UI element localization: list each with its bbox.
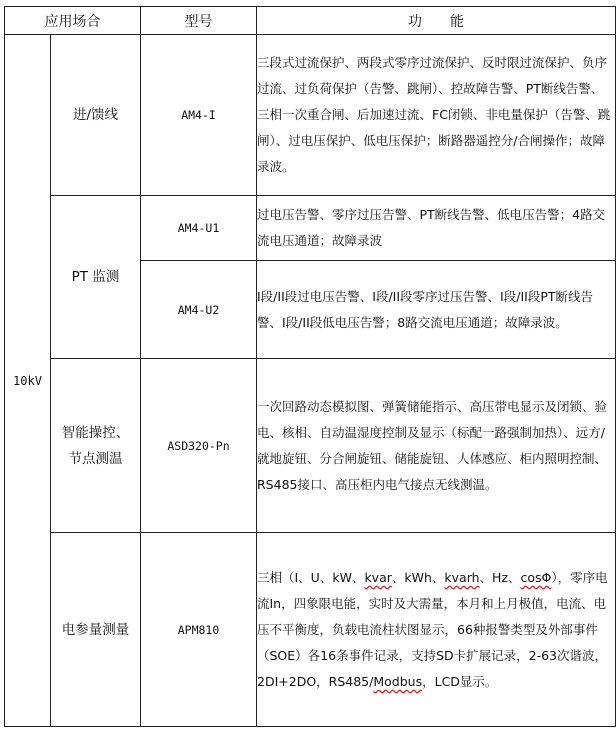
spellcheck-term: Modbus bbox=[373, 673, 423, 689]
application-cell: PT 监测 bbox=[51, 196, 141, 359]
application-cell: 电参量测量 bbox=[51, 533, 141, 727]
function-cell: I段/II段过电压告警、I段/II段零序过压告警、I段/II段PT断线告警、I段/II段低电压告警；8路交流电压通道；故障录波。 bbox=[257, 261, 616, 359]
header-model: 型号 bbox=[141, 7, 257, 35]
function-text: ），零序电流In，四象限电能，实时及大需量，本月和上月极值，电流、电压不平衡度，负载电流柱状图显示，66种报警类型及外部事件（SOE）各16条事件记录，支持SD卡扩展记录，2-63次谐波，2DI+2DO，RS485/ bbox=[257, 569, 608, 689]
spellcheck-term: kvarh bbox=[444, 569, 480, 585]
application-cell bbox=[51, 359, 141, 533]
table-row bbox=[5, 359, 616, 533]
function-text: 、kWh、 bbox=[391, 569, 445, 585]
function-text: ，LCD显示。 bbox=[422, 673, 498, 689]
model-cell: AM4-U1 bbox=[141, 196, 257, 261]
application-cell: 进/馈线 bbox=[51, 35, 141, 196]
application-line: 节点测温 bbox=[68, 450, 123, 467]
voltage-cell: 10kV bbox=[5, 35, 51, 727]
table-row bbox=[5, 35, 616, 196]
table-row bbox=[5, 196, 616, 261]
model-cell: ASD320-Pn bbox=[141, 359, 257, 533]
model-cell: AM4-I bbox=[141, 35, 257, 196]
function-text: 三相（I、U、kW、 bbox=[257, 569, 365, 585]
application-line: 智能操控、 bbox=[61, 424, 130, 441]
header-row bbox=[5, 7, 616, 35]
function-cell: 三段式过流保护、两段式零序过流保护、反时限过流保护、负序过流、过负荷保护（告警、跳闸）、控故障告警、PT断线告警、三相一次重合闸、后加速过流、FC闭锁、非电量保护（告警、跳闸）、过电压保护、低电压保护；断路器遥控分/合闸操作；故障录波。 bbox=[257, 35, 616, 196]
header-function: 功 能 bbox=[257, 7, 616, 35]
function-cell: 一次回路动态模拟图、弹簧储能指示、高压带电显示及闭锁、验电、核相、自动温湿度控制及显示（标配一路强制加热）、远方/就地旋钮、分合闸旋钮、储能旋钮、人体感应、柜内照明控制、RS485接口、高压柜内电气接点无线测温。 bbox=[257, 359, 616, 533]
model-cell: APM810 bbox=[141, 533, 257, 727]
product-spec-table bbox=[4, 6, 616, 727]
table-row bbox=[5, 533, 616, 727]
function-text: 、Hz、 bbox=[479, 569, 521, 585]
spellcheck-term: cosΦ bbox=[520, 569, 552, 585]
function-cell bbox=[257, 533, 616, 727]
header-application: 应用场合 bbox=[5, 7, 141, 35]
model-cell: AM4-U2 bbox=[141, 261, 257, 359]
function-cell: 过电压告警、零序过压告警、PT断线告警、低电压告警；4路交流电压通道；故障录波 bbox=[257, 196, 616, 261]
spellcheck-term: kvar bbox=[364, 569, 392, 585]
